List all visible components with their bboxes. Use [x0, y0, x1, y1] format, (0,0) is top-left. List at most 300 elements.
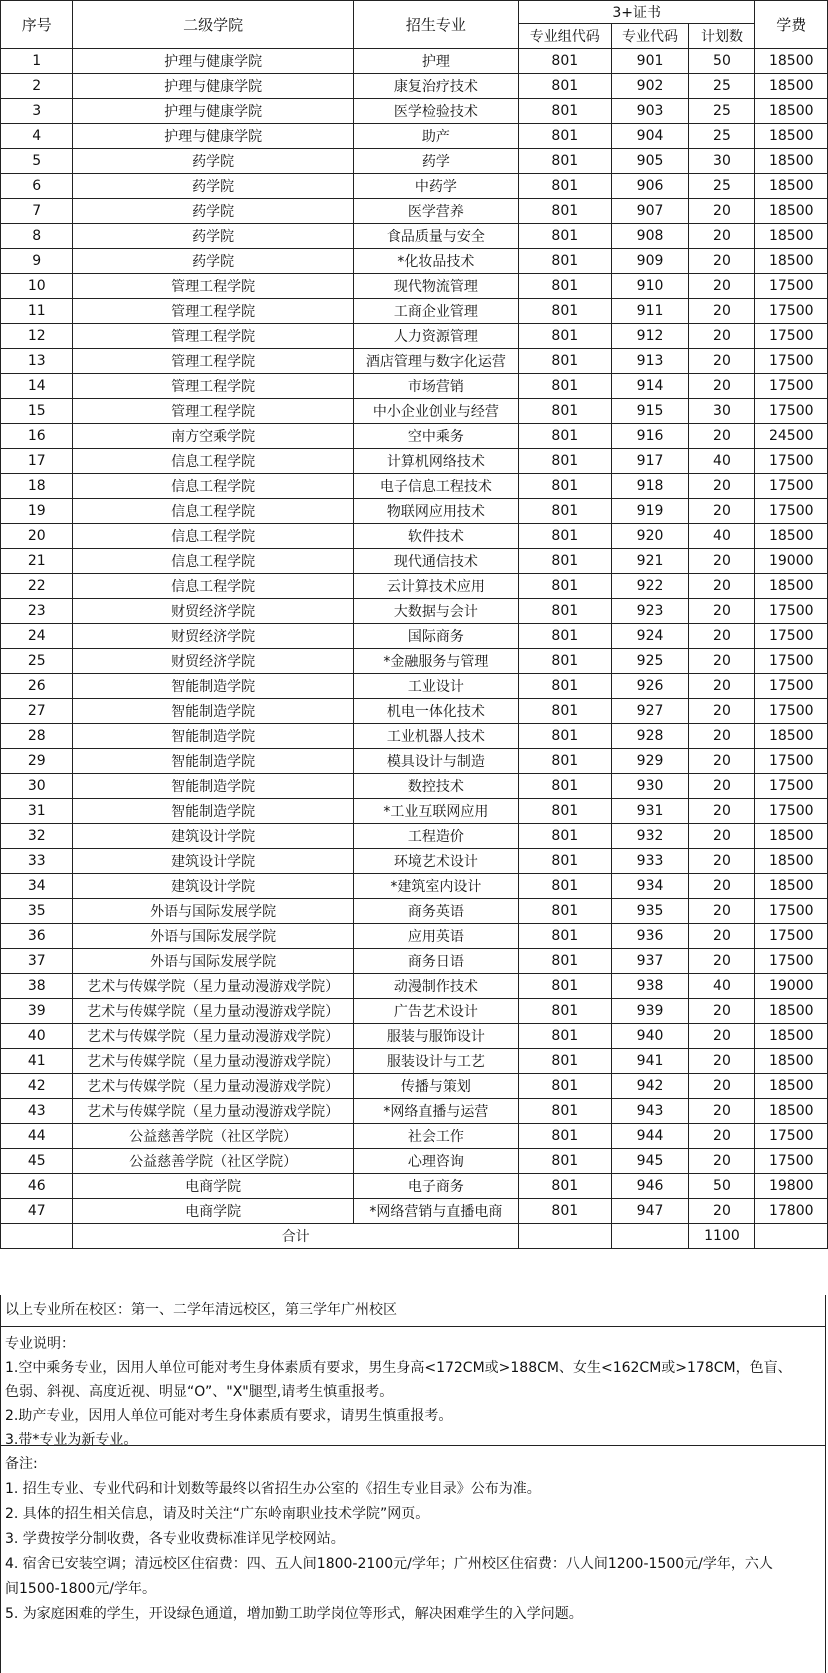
major-cell: 商务日语: [353, 949, 518, 974]
plan-cell: 50: [689, 49, 755, 74]
fee-cell: 18500: [755, 74, 828, 99]
seq-cell: 47: [1, 1199, 73, 1224]
major-code-cell: 937: [611, 949, 689, 974]
major-code-cell: 904: [611, 124, 689, 149]
fee-cell: 18500: [755, 199, 828, 224]
table-row: [1, 774, 828, 799]
seq-cell: 42: [1, 1074, 73, 1099]
plan-cell: 20: [689, 324, 755, 349]
major-cell: 中药学: [353, 174, 518, 199]
seq-cell: 15: [1, 399, 73, 424]
fee-cell: 17500: [755, 949, 828, 974]
fee-cell: 18500: [755, 999, 828, 1024]
major-cell: 中小企业创业与经营: [353, 399, 518, 424]
fee-cell: 17500: [755, 1149, 828, 1174]
seq-cell: 40: [1, 1024, 73, 1049]
seq-cell: 24: [1, 624, 73, 649]
seq-cell: 46: [1, 1174, 73, 1199]
fee-cell: 17500: [755, 749, 828, 774]
plan-cell: 20: [689, 749, 755, 774]
group-code-cell: 801: [518, 99, 611, 124]
seq-cell: 41: [1, 1049, 73, 1074]
header-group-code: 专业组代码: [518, 24, 611, 49]
major-cell: 心理咨询: [353, 1149, 518, 1174]
plan-cell: 20: [689, 824, 755, 849]
major-code-cell: 903: [611, 99, 689, 124]
major-code-cell: 922: [611, 574, 689, 599]
table-row: [1, 1149, 828, 1174]
major-cell: 电子商务: [353, 1174, 518, 1199]
major-code-cell: 943: [611, 1099, 689, 1124]
table-row: [1, 724, 828, 749]
major-code-cell: 924: [611, 624, 689, 649]
seq-cell: 7: [1, 199, 73, 224]
seq-cell: 19: [1, 499, 73, 524]
plan-cell: 20: [689, 1149, 755, 1174]
table-row: [1, 974, 828, 999]
plan-cell: 20: [689, 924, 755, 949]
fee-cell: 17500: [755, 474, 828, 499]
major-cell: 酒店管理与数字化运营: [353, 349, 518, 374]
major-code-cell: 947: [611, 1199, 689, 1224]
header-group-title: 3+证书: [518, 1, 755, 24]
major-cell: 空中乘务: [353, 424, 518, 449]
plan-cell: 25: [689, 124, 755, 149]
group-code-cell: 801: [518, 149, 611, 174]
fee-cell: 18500: [755, 1049, 828, 1074]
plan-cell: 25: [689, 174, 755, 199]
college-cell: 管理工程学院: [73, 374, 353, 399]
college-cell: 财贸经济学院: [73, 599, 353, 624]
college-cell: 电商学院: [73, 1199, 353, 1224]
table-row: [1, 849, 828, 874]
major-cell: *工业互联网应用: [353, 799, 518, 824]
seq-cell: 9: [1, 249, 73, 274]
seq-cell: 8: [1, 224, 73, 249]
table-row: [1, 274, 828, 299]
fee-cell: 18500: [755, 149, 828, 174]
fee-cell: 19800: [755, 1174, 828, 1199]
header-college: 二级学院: [73, 1, 353, 49]
total-empty-group: [518, 1224, 611, 1249]
plan-cell: 30: [689, 149, 755, 174]
major-cell: 护理: [353, 49, 518, 74]
table-row: [1, 574, 828, 599]
major-code-cell: 911: [611, 299, 689, 324]
major-code-cell: 902: [611, 74, 689, 99]
group-code-cell: 801: [518, 224, 611, 249]
table-row: [1, 949, 828, 974]
total-plan: 1100: [689, 1224, 755, 1249]
seq-cell: 38: [1, 974, 73, 999]
major-cell: 电子信息工程技术: [353, 474, 518, 499]
fee-cell: 18500: [755, 1099, 828, 1124]
major-cell: *网络直播与运营: [353, 1099, 518, 1124]
remark-item: 1. 招生专业、专业代码和计划数等最终以省招生办公室的《招生专业目录》公布为准。: [5, 1481, 541, 1497]
plan-cell: 40: [689, 524, 755, 549]
group-code-cell: 801: [518, 524, 611, 549]
seq-cell: 30: [1, 774, 73, 799]
plan-cell: 20: [689, 424, 755, 449]
major-cell: 药学: [353, 149, 518, 174]
group-code-cell: 801: [518, 624, 611, 649]
major-cell: 应用英语: [353, 924, 518, 949]
fee-cell: 17500: [755, 649, 828, 674]
major-code-cell: 919: [611, 499, 689, 524]
college-cell: 管理工程学院: [73, 274, 353, 299]
seq-cell: 5: [1, 149, 73, 174]
plan-cell: 20: [689, 874, 755, 899]
fee-cell: 18500: [755, 874, 828, 899]
group-code-cell: 801: [518, 1199, 611, 1224]
plan-cell: 20: [689, 249, 755, 274]
seq-cell: 20: [1, 524, 73, 549]
major-code-cell: 917: [611, 449, 689, 474]
major-cell: 食品质量与安全: [353, 224, 518, 249]
fee-cell: 17500: [755, 599, 828, 624]
college-cell: 信息工程学院: [73, 499, 353, 524]
fee-cell: 18500: [755, 574, 828, 599]
college-cell: 公益慈善学院（社区学院）: [73, 1124, 353, 1149]
group-code-cell: 801: [518, 124, 611, 149]
group-code-cell: 801: [518, 999, 611, 1024]
group-code-cell: 801: [518, 174, 611, 199]
plan-cell: 20: [689, 1074, 755, 1099]
table-row: [1, 899, 828, 924]
seq-cell: 25: [1, 649, 73, 674]
fee-cell: 18500: [755, 49, 828, 74]
college-cell: 艺术与传媒学院（星力量动漫游戏学院）: [73, 974, 353, 999]
header-seq: 序号: [1, 1, 73, 49]
major-cell: 工程造价: [353, 824, 518, 849]
plan-cell: 20: [689, 699, 755, 724]
college-cell: 财贸经济学院: [73, 649, 353, 674]
seq-cell: 12: [1, 324, 73, 349]
table-row: [1, 799, 828, 824]
table-row: [1, 1099, 828, 1124]
explanation-item: 3.带*专业为新专业。: [5, 1432, 138, 1448]
remarks-section: [0, 1446, 826, 1673]
table-row: [1, 1024, 828, 1049]
fee-cell: 17500: [755, 299, 828, 324]
table-row: [1, 874, 828, 899]
college-cell: 智能制造学院: [73, 724, 353, 749]
plan-cell: 40: [689, 974, 755, 999]
major-code-cell: 941: [611, 1049, 689, 1074]
college-cell: 艺术与传媒学院（星力量动漫游戏学院）: [73, 1074, 353, 1099]
plan-cell: 20: [689, 599, 755, 624]
major-cell: 模具设计与制造: [353, 749, 518, 774]
major-cell: 大数据与会计: [353, 599, 518, 624]
major-code-cell: 918: [611, 474, 689, 499]
college-cell: 护理与健康学院: [73, 99, 353, 124]
major-cell: 康复治疗技术: [353, 74, 518, 99]
table-row: [1, 249, 828, 274]
fee-cell: 18500: [755, 174, 828, 199]
fee-cell: 17500: [755, 374, 828, 399]
group-code-cell: 801: [518, 274, 611, 299]
seq-cell: 37: [1, 949, 73, 974]
table-row: [1, 99, 828, 124]
group-code-cell: 801: [518, 774, 611, 799]
group-code-cell: 801: [518, 574, 611, 599]
major-code-cell: 929: [611, 749, 689, 774]
seq-cell: 31: [1, 799, 73, 824]
seq-cell: 39: [1, 999, 73, 1024]
major-code-cell: 930: [611, 774, 689, 799]
plan-cell: 20: [689, 1124, 755, 1149]
table-row: [1, 399, 828, 424]
fee-cell: 18500: [755, 1074, 828, 1099]
plan-cell: 20: [689, 549, 755, 574]
seq-cell: 18: [1, 474, 73, 499]
major-cell: 计算机网络技术: [353, 449, 518, 474]
table-row: [1, 824, 828, 849]
major-cell: 物联网应用技术: [353, 499, 518, 524]
major-code-cell: 916: [611, 424, 689, 449]
major-cell: 人力资源管理: [353, 324, 518, 349]
plan-cell: 20: [689, 474, 755, 499]
college-cell: 外语与国际发展学院: [73, 899, 353, 924]
college-cell: 建筑设计学院: [73, 824, 353, 849]
header-fee: 学费: [755, 1, 828, 49]
table-row: [1, 74, 828, 99]
table-row: [1, 1074, 828, 1099]
group-code-cell: 801: [518, 874, 611, 899]
major-code-cell: 936: [611, 924, 689, 949]
fee-cell: 17500: [755, 499, 828, 524]
college-cell: 电商学院: [73, 1174, 353, 1199]
table-row: [1, 149, 828, 174]
fee-cell: 17500: [755, 1124, 828, 1149]
fee-cell: 17500: [755, 274, 828, 299]
header-plan: 计划数: [689, 24, 755, 49]
major-code-cell: 913: [611, 349, 689, 374]
table-row: [1, 349, 828, 374]
major-code-cell: 933: [611, 849, 689, 874]
group-code-cell: 801: [518, 824, 611, 849]
seq-cell: 26: [1, 674, 73, 699]
college-cell: 艺术与传媒学院（星力量动漫游戏学院）: [73, 1049, 353, 1074]
fee-cell: 17500: [755, 449, 828, 474]
table-row: [1, 1124, 828, 1149]
group-code-cell: 801: [518, 1049, 611, 1074]
group-code-cell: 801: [518, 649, 611, 674]
major-code-cell: 901: [611, 49, 689, 74]
major-cell: 商务英语: [353, 899, 518, 924]
major-code-cell: 912: [611, 324, 689, 349]
major-cell: 工业设计: [353, 674, 518, 699]
seq-cell: 28: [1, 724, 73, 749]
college-cell: 艺术与传媒学院（星力量动漫游戏学院）: [73, 999, 353, 1024]
table-row: [1, 1199, 828, 1224]
major-explanation: [0, 1326, 826, 1446]
major-cell: 医学检验技术: [353, 99, 518, 124]
group-code-cell: 801: [518, 424, 611, 449]
fee-cell: 18500: [755, 99, 828, 124]
college-cell: 信息工程学院: [73, 574, 353, 599]
major-code-cell: 909: [611, 249, 689, 274]
college-cell: 信息工程学院: [73, 474, 353, 499]
group-code-cell: 801: [518, 899, 611, 924]
group-code-cell: 801: [518, 449, 611, 474]
group-code-cell: 801: [518, 674, 611, 699]
college-cell: 艺术与传媒学院（星力量动漫游戏学院）: [73, 1024, 353, 1049]
college-cell: 建筑设计学院: [73, 849, 353, 874]
college-cell: 信息工程学院: [73, 524, 353, 549]
group-code-cell: 801: [518, 1099, 611, 1124]
college-cell: 药学院: [73, 224, 353, 249]
table-row: [1, 299, 828, 324]
major-code-cell: 934: [611, 874, 689, 899]
seq-cell: 27: [1, 699, 73, 724]
major-code-cell: 946: [611, 1174, 689, 1199]
remark-item: 2. 具体的招生相关信息，请及时关注“广东岭南职业技术学院”网页。: [5, 1506, 430, 1522]
major-code-cell: 945: [611, 1149, 689, 1174]
table-row: [1, 524, 828, 549]
major-code-cell: 920: [611, 524, 689, 549]
major-cell: 医学营养: [353, 199, 518, 224]
plan-cell: 20: [689, 999, 755, 1024]
major-cell: 机电一体化技术: [353, 699, 518, 724]
remark-item: 间1500-1800元/学年。: [5, 1581, 157, 1597]
group-code-cell: 801: [518, 499, 611, 524]
explanation-item: 2.助产专业，因用人单位可能对考生身体素质有要求，请男生慎重报考。: [5, 1408, 453, 1424]
college-cell: 药学院: [73, 249, 353, 274]
group-code-cell: 801: [518, 974, 611, 999]
table-row: [1, 1049, 828, 1074]
major-code-cell: 914: [611, 374, 689, 399]
seq-cell: 10: [1, 274, 73, 299]
plan-cell: 20: [689, 949, 755, 974]
fee-cell: 17500: [755, 624, 828, 649]
seq-cell: 45: [1, 1149, 73, 1174]
major-cell: *化妆品技术: [353, 249, 518, 274]
major-code-cell: 932: [611, 824, 689, 849]
table-row: [1, 424, 828, 449]
major-cell: 数控技术: [353, 774, 518, 799]
major-cell: 服装设计与工艺: [353, 1049, 518, 1074]
major-cell: 动漫制作技术: [353, 974, 518, 999]
college-cell: 信息工程学院: [73, 449, 353, 474]
seq-cell: 44: [1, 1124, 73, 1149]
plan-cell: 20: [689, 499, 755, 524]
table-row: [1, 224, 828, 249]
plan-cell: 20: [689, 624, 755, 649]
seq-cell: 29: [1, 749, 73, 774]
major-cell: 环境艺术设计: [353, 849, 518, 874]
table-body: [1, 49, 828, 1224]
college-cell: 药学院: [73, 174, 353, 199]
major-code-cell: 935: [611, 899, 689, 924]
major-cell: 云计算技术应用: [353, 574, 518, 599]
plan-cell: 20: [689, 274, 755, 299]
major-cell: *网络营销与直播电商: [353, 1199, 518, 1224]
seq-cell: 13: [1, 349, 73, 374]
fee-cell: 17500: [755, 899, 828, 924]
seq-cell: 23: [1, 599, 73, 624]
table-row: [1, 199, 828, 224]
major-cell: 助产: [353, 124, 518, 149]
group-code-cell: 801: [518, 699, 611, 724]
total-empty-code: [611, 1224, 689, 1249]
fee-cell: 18500: [755, 249, 828, 274]
table-row: [1, 174, 828, 199]
table-row: [1, 624, 828, 649]
seq-cell: 11: [1, 299, 73, 324]
table-row: [1, 474, 828, 499]
group-code-cell: 801: [518, 1174, 611, 1199]
seq-cell: 32: [1, 824, 73, 849]
college-cell: 管理工程学院: [73, 299, 353, 324]
group-code-cell: 801: [518, 399, 611, 424]
remarks-title: 备注:: [5, 1456, 38, 1472]
seq-cell: 22: [1, 574, 73, 599]
table-row: [1, 699, 828, 724]
table-row: [1, 49, 828, 74]
seq-cell: 3: [1, 99, 73, 124]
group-code-cell: 801: [518, 799, 611, 824]
group-code-cell: 801: [518, 599, 611, 624]
college-cell: 智能制造学院: [73, 699, 353, 724]
seq-cell: 34: [1, 874, 73, 899]
fee-cell: 18500: [755, 224, 828, 249]
table-row: [1, 124, 828, 149]
major-code-cell: 940: [611, 1024, 689, 1049]
major-code-cell: 944: [611, 1124, 689, 1149]
group-code-cell: 801: [518, 349, 611, 374]
major-cell: 现代物流管理: [353, 274, 518, 299]
plan-cell: 20: [689, 724, 755, 749]
group-code-cell: 801: [518, 949, 611, 974]
plan-cell: 20: [689, 574, 755, 599]
college-cell: 护理与健康学院: [73, 124, 353, 149]
major-code-cell: 923: [611, 599, 689, 624]
college-cell: 智能制造学院: [73, 774, 353, 799]
major-code-cell: 925: [611, 649, 689, 674]
college-cell: 护理与健康学院: [73, 74, 353, 99]
major-cell: 服装与服饰设计: [353, 1024, 518, 1049]
group-code-cell: 801: [518, 74, 611, 99]
college-cell: 药学院: [73, 149, 353, 174]
fee-cell: 19000: [755, 549, 828, 574]
plan-cell: 20: [689, 1024, 755, 1049]
college-cell: 信息工程学院: [73, 549, 353, 574]
major-cell: *建筑室内设计: [353, 874, 518, 899]
explanation-item: 1.空中乘务专业，因用人单位可能对考生身体素质有要求，男生身高<172CM或>188CM、女生<162CM或>178CM，色盲、: [5, 1360, 792, 1376]
major-code-cell: 905: [611, 149, 689, 174]
table-row: [1, 324, 828, 349]
seq-cell: 16: [1, 424, 73, 449]
fee-cell: 18500: [755, 524, 828, 549]
group-code-cell: 801: [518, 249, 611, 274]
college-cell: 财贸经济学院: [73, 624, 353, 649]
college-cell: 外语与国际发展学院: [73, 949, 353, 974]
college-cell: 艺术与传媒学院（星力量动漫游戏学院）: [73, 1099, 353, 1124]
major-cell: 传播与策划: [353, 1074, 518, 1099]
major-cell: 工业机器人技术: [353, 724, 518, 749]
group-code-cell: 801: [518, 1024, 611, 1049]
table-row: [1, 1174, 828, 1199]
plan-cell: 20: [689, 299, 755, 324]
plan-cell: 30: [689, 399, 755, 424]
group-code-cell: 801: [518, 849, 611, 874]
fee-cell: 17500: [755, 774, 828, 799]
plan-cell: 20: [689, 799, 755, 824]
remark-item: 3. 学费按学分制收费，各专业收费标准详见学校网站。: [5, 1531, 345, 1547]
major-code-cell: 907: [611, 199, 689, 224]
plan-cell: 50: [689, 1174, 755, 1199]
